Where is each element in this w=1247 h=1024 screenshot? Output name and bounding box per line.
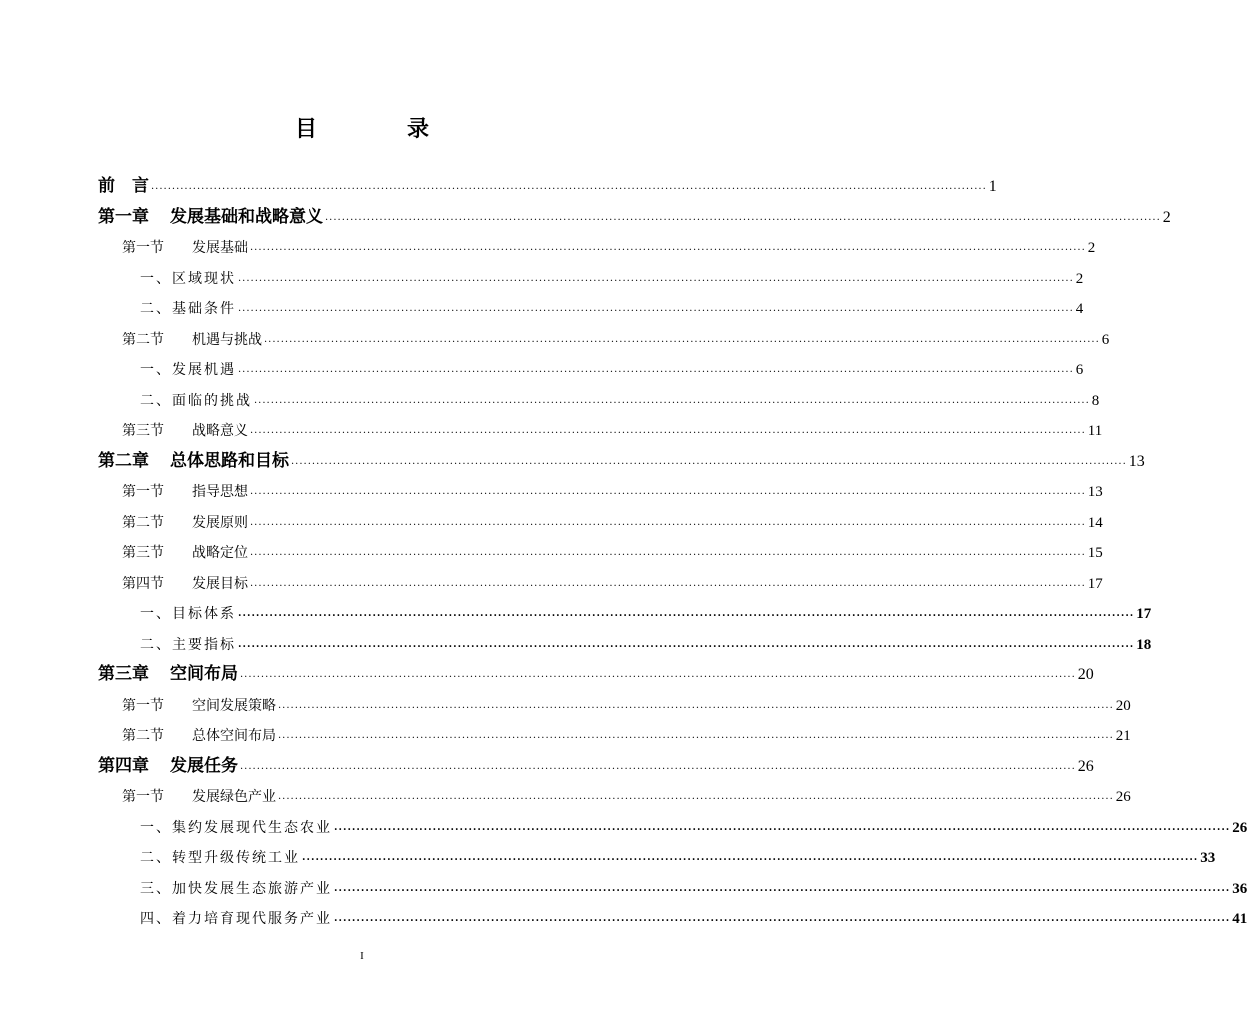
toc-entry-number: 一、 (140, 362, 172, 378)
toc-entry-page: 18 (1136, 637, 1152, 653)
toc-entry[interactable] (122, 538, 1103, 562)
toc-entry-text: 发展原则 (192, 515, 248, 531)
toc-entry[interactable] (140, 355, 1084, 379)
toc-leader-dots: ........................................................................................................................................................................................................ (278, 700, 1114, 711)
toc-entry-number: 二、 (140, 393, 172, 409)
toc-leader-dots: ........................................................................................................................................................................................................ (302, 852, 1199, 863)
toc-entry-number: 第二章 (98, 451, 149, 471)
toc-entry-number: 第一节 (122, 789, 164, 805)
toc-entry-label (98, 171, 149, 196)
toc-entry-label (122, 329, 262, 349)
toc-entry-page: 26 (1232, 820, 1247, 836)
toc-entry-text: 着力培育现代服务产业 (172, 911, 332, 927)
toc-entry[interactable] (122, 416, 1103, 440)
toc-entry-text: 转型升级传统工业 (172, 850, 300, 866)
toc-leader-dots: ........................................................................................................................................................................................................ (325, 212, 1161, 223)
toc-entry-label (98, 202, 323, 227)
toc-entry[interactable] (98, 447, 1145, 471)
toc-entry[interactable] (140, 599, 1152, 623)
toc-entry-text: 总体空间布局 (192, 728, 276, 744)
toc-entry-label (122, 573, 248, 593)
toc-entry[interactable] (140, 630, 1152, 654)
toc-entry-text: 发展基础和战略意义 (170, 207, 323, 227)
toc-entry-text: 战略意义 (192, 423, 248, 439)
toc-entry-number: 一、 (140, 606, 172, 622)
toc-entry-text: 发展目标 (192, 576, 248, 592)
toc-entry-number: 三、 (140, 881, 172, 897)
toc-leader-dots: ........................................................................................................................................................................................................ (250, 547, 1086, 558)
toc-leader-dots: ........................................................................................................................................................................................................ (334, 913, 1231, 924)
toc-entry[interactable] (140, 264, 1084, 288)
toc-entry-text: 加快发展生态旅游产业 (172, 881, 332, 897)
page-number-footer: I (360, 950, 364, 962)
toc-entry[interactable] (140, 386, 1100, 410)
toc-leader-dots: ........................................................................................................................................................................................................ (238, 639, 1135, 650)
toc-entry-text: 集约发展现代生态农业 (172, 820, 332, 836)
toc-entry-number: 第二节 (122, 728, 164, 744)
toc-entry-label (122, 237, 248, 257)
toc-entry-label (140, 847, 300, 867)
toc-entry-text: 基础条件 (172, 301, 236, 317)
toc-entry-text: 主要指标 (172, 637, 236, 653)
toc-entry-page: 15 (1087, 545, 1103, 561)
toc-entry-page: 11 (1087, 423, 1103, 439)
toc-entry-page: 2 (1162, 209, 1171, 226)
toc-entry-label (122, 481, 248, 501)
toc-entry-page: 2 (1075, 271, 1084, 287)
toc-entry[interactable] (98, 660, 1094, 684)
toc-leader-dots: ........................................................................................................................................................................................................ (250, 517, 1086, 528)
toc-leader-dots: ........................................................................................................................................................................................................ (250, 425, 1086, 436)
toc-entry-number: 第三章 (98, 664, 149, 684)
toc-entry[interactable] (122, 721, 1131, 745)
toc-leader-dots: ........................................................................................................................................................................................................ (264, 334, 1100, 345)
toc-entry-number: 第四节 (122, 576, 164, 592)
toc-entry[interactable] (122, 233, 1096, 257)
toc-entry[interactable] (122, 325, 1110, 349)
toc-leader-dots: ........................................................................................................................................................................................................ (291, 456, 1127, 467)
toc-entry-label (140, 298, 236, 318)
toc-title: 目 录 (294, 117, 463, 142)
toc-entry-text: 总体思路和目标 (170, 451, 289, 471)
toc-entry-number: 前 言 (98, 176, 149, 196)
toc-entry[interactable] (140, 813, 1247, 837)
toc-entry-label (140, 268, 236, 288)
toc-entry-text: 指导思想 (192, 484, 248, 500)
toc-entry-text: 发展机遇 (172, 362, 236, 378)
toc-leader-dots: ........................................................................................................................................................................................................ (278, 730, 1114, 741)
toc-entry-number: 四、 (140, 911, 172, 927)
toc-entry-text: 空间发展策略 (192, 698, 276, 714)
toc-entry-page: 13 (1128, 453, 1145, 470)
toc-entry-text: 战略定位 (192, 545, 248, 561)
toc-entry-number: 二、 (140, 850, 172, 866)
toc-entry-page: 26 (1077, 758, 1094, 775)
toc-leader-dots: ........................................................................................................................................................................................................ (250, 242, 1086, 253)
toc-entry-label (140, 817, 332, 837)
toc-entry-page: 13 (1087, 484, 1103, 500)
toc-entry-number: 一、 (140, 820, 172, 836)
toc-leader-dots: ........................................................................................................................................................................................................ (278, 791, 1114, 802)
toc-entry-number: 第三节 (122, 423, 164, 439)
toc-entry-page: 14 (1087, 515, 1103, 531)
toc-entry-label (122, 725, 276, 745)
toc-leader-dots: ........................................................................................................................................................................................................ (250, 578, 1086, 589)
toc-leader-dots: ........................................................................................................................................................................................................ (238, 364, 1074, 375)
toc-entry-text: 区域现状 (172, 271, 236, 287)
toc-leader-dots: ........................................................................................................................................................................................................ (238, 608, 1135, 619)
toc-entry-label (122, 542, 248, 562)
toc-leader-dots: ........................................................................................................................................................................................................ (240, 761, 1076, 772)
toc-entry-text: 发展绿色产业 (192, 789, 276, 805)
toc-entry-number: 第一节 (122, 484, 164, 500)
toc-leader-dots: ........................................................................................................................................................................................................ (334, 883, 1231, 894)
toc-entry-number: 一、 (140, 271, 172, 287)
toc-entry-page: 20 (1077, 666, 1094, 683)
toc-leader-dots: ........................................................................................................................................................................................................ (238, 273, 1074, 284)
toc-leader-dots: ........................................................................................................................................................................................................ (334, 822, 1231, 833)
toc-entry[interactable] (140, 904, 1247, 928)
toc-entry-number: 第一章 (98, 207, 149, 227)
toc-entry-label (98, 751, 238, 776)
toc-entry[interactable] (122, 508, 1103, 532)
toc-entry-page: 4 (1075, 301, 1084, 317)
toc-leader-dots: ........................................................................................................................................................................................................ (240, 669, 1076, 680)
toc-leader-dots: ........................................................................................................................................................................................................ (151, 181, 987, 192)
toc-entry-label (140, 390, 252, 410)
toc-entry-number: 第四章 (98, 756, 149, 776)
toc-entry-text: 机遇与挑战 (192, 332, 262, 348)
toc-entry-page: 2 (1087, 240, 1096, 256)
toc-entry-label (122, 786, 276, 806)
toc-entry-page: 1 (988, 178, 997, 195)
toc-entry-page: 21 (1115, 728, 1131, 744)
toc-entry-page: 17 (1087, 576, 1103, 592)
toc-entry-label (122, 512, 248, 532)
toc-entry-label (122, 420, 248, 440)
toc-entry[interactable] (122, 477, 1103, 501)
toc-entry-label (98, 659, 238, 684)
toc-entry-text: 发展任务 (170, 756, 238, 776)
toc-entry-label (140, 908, 332, 928)
toc-entry[interactable] (140, 294, 1084, 318)
toc-leader-dots: ........................................................................................................................................................................................................ (238, 303, 1074, 314)
toc-entry-label (122, 695, 276, 715)
toc-entry[interactable] (122, 691, 1131, 715)
toc-entry-page: 6 (1101, 332, 1110, 348)
toc-entry-label (140, 603, 236, 623)
toc-entry-page: 8 (1091, 393, 1100, 409)
toc-entry-text: 空间布局 (170, 664, 238, 684)
toc-entry[interactable] (140, 874, 1247, 898)
toc-entry-number: 第二节 (122, 332, 164, 348)
toc-entry[interactable] (98, 203, 1171, 227)
toc-entry-page: 36 (1232, 881, 1247, 897)
toc-entry-page: 6 (1075, 362, 1084, 378)
toc-entry-label (140, 634, 236, 654)
toc-entry-number: 第一节 (122, 240, 164, 256)
toc-entry-label (140, 878, 332, 898)
toc-entry-text: 面临的挑战 (172, 393, 252, 409)
toc-entry[interactable] (98, 172, 997, 196)
toc-leader-dots: ........................................................................................................................................................................................................ (250, 486, 1086, 497)
toc-entry-page: 17 (1136, 606, 1152, 622)
toc-entry-page: 33 (1200, 850, 1216, 866)
toc-entry-label (140, 359, 236, 379)
toc-entry-number: 第三节 (122, 545, 164, 561)
toc-entry-text: 发展基础 (192, 240, 248, 256)
toc-leader-dots: ........................................................................................................................................................................................................ (254, 395, 1090, 406)
toc-entry[interactable] (122, 782, 1131, 806)
toc-entry-number: 二、 (140, 301, 172, 317)
toc-entry-number: 第一节 (122, 698, 164, 714)
toc-entry[interactable] (140, 843, 1216, 867)
toc-entry-page: 26 (1115, 789, 1131, 805)
toc-entry-page: 20 (1115, 698, 1131, 714)
toc-entry[interactable] (122, 569, 1103, 593)
toc-entry-number: 二、 (140, 637, 172, 653)
toc-entry-page: 41 (1232, 911, 1247, 927)
toc-entry[interactable] (98, 752, 1094, 776)
toc-entry-label (98, 446, 289, 471)
toc-entry-number: 第二节 (122, 515, 164, 531)
toc-entry-text: 目标体系 (172, 606, 236, 622)
